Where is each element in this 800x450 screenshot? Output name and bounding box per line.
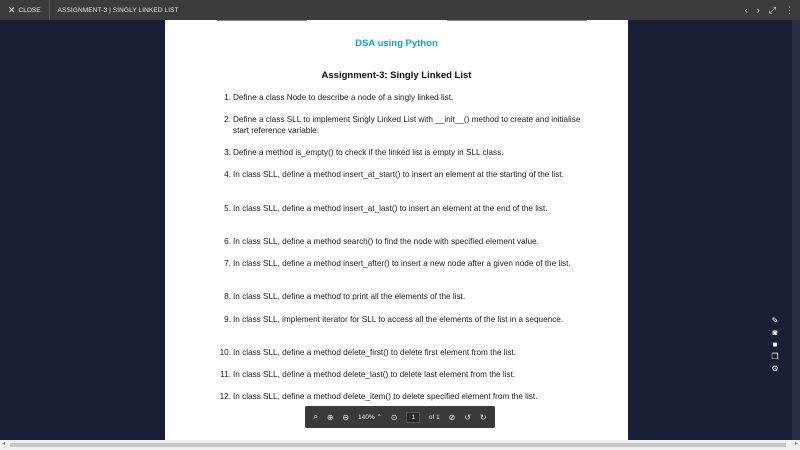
item-number: 6. xyxy=(224,237,231,246)
item-number: 12. xyxy=(219,392,231,401)
expand-icon[interactable]: ⤢ xyxy=(768,4,776,15)
video-icon[interactable]: ■ xyxy=(772,340,778,349)
scroll-left-icon[interactable]: ◂ xyxy=(2,441,6,447)
scroll-right-icon[interactable]: ▸ xyxy=(794,441,798,447)
page-number-input[interactable]: 1 xyxy=(406,412,420,423)
item-number: 2. xyxy=(224,115,231,124)
item-text: Define a method is_empty() to check if the linked list is empty in SLL class. xyxy=(233,148,504,157)
item-text: In class SLL, define a method to print all the elements of the list. xyxy=(233,292,466,301)
zoom-level-value: 140% xyxy=(358,414,375,421)
item-number: 11. xyxy=(220,370,231,379)
item-text: Define a class Node to describe a node of a singly linked list. xyxy=(233,93,454,102)
rotate-left-icon[interactable]: ↺ xyxy=(464,412,471,422)
copy-icon[interactable]: ❐ xyxy=(771,352,779,361)
item-number: 5. xyxy=(224,204,231,213)
item-number: 8. xyxy=(224,292,231,301)
item-text: In class SLL, define a method insert_at_last() to insert an element at the end of the list. xyxy=(233,204,548,213)
item-text: In class SLL, define a method insert_after() to insert a new node after a given node of the list. xyxy=(233,259,571,268)
course-title: DSA using Python xyxy=(355,38,438,49)
close-icon: ✕ xyxy=(8,4,16,15)
zoom-out-icon[interactable]: ⊖ xyxy=(342,412,350,422)
item-number: 7. xyxy=(224,259,231,268)
item-text: In class SLL, define a method search() to find the node with specified element value. xyxy=(233,237,539,246)
zoom-level-select[interactable]: 140% ⌃ xyxy=(358,414,382,421)
camera-icon[interactable]: ◙ xyxy=(772,328,778,337)
topbar-actions xyxy=(745,0,794,20)
side-toolbar xyxy=(768,316,782,373)
rotate-right-icon[interactable]: ↻ xyxy=(479,412,487,422)
chevron-right-icon[interactable]: › xyxy=(756,5,760,15)
close-button[interactable] xyxy=(0,0,50,20)
horizontal-scrollbar[interactable] xyxy=(0,440,800,450)
item-text: In class SLL, define a method delete_last() to delete last element from the list. xyxy=(233,370,516,379)
zoom-in-icon[interactable]: ⊕ xyxy=(326,412,334,422)
item-text: Define a class SLL to implement Singly Linked List with __init__() method to create and initialise start reference variable. xyxy=(233,115,581,135)
item-text: In class SLL, define a method insert_at_start() to insert an element at the starting of the list. xyxy=(233,170,564,179)
previous-content-fragment xyxy=(217,20,577,22)
next-page-icon[interactable]: ⊘ xyxy=(448,412,456,422)
search-icon[interactable]: ⌕ xyxy=(313,412,318,421)
page-total: of 1 xyxy=(428,413,440,421)
annotate-icon[interactable]: ✎ xyxy=(771,316,779,325)
item-number: 3. xyxy=(224,148,231,157)
assignment-title: Assignment-3: Singly Linked List xyxy=(321,70,472,81)
item-number: 1. xyxy=(224,93,231,102)
chevron-left-icon[interactable]: ‹ xyxy=(744,5,748,15)
document-title: ASSIGNMENT-3 | SINGLY LINKED LIST xyxy=(57,6,179,14)
item-number: 4. xyxy=(224,170,231,179)
item-text: In class SLL, define a method delete_first() to delete first element from the list. xyxy=(233,348,517,357)
item-number: 9. xyxy=(224,315,231,324)
close-label: CLOSE xyxy=(18,6,41,14)
more-icon[interactable]: ⋮ xyxy=(785,4,794,15)
pdf-page xyxy=(165,20,628,440)
pdf-toolbar xyxy=(305,406,495,428)
viewer-topbar xyxy=(0,0,800,20)
settings-icon[interactable]: ⚙ xyxy=(771,364,779,373)
item-number: 10. xyxy=(219,348,231,357)
item-text: In class SLL, define a method delete_item() to delete specified element from the list. xyxy=(233,392,538,401)
vertical-scrollbar[interactable] xyxy=(792,20,800,440)
previous-page-icon[interactable]: ⊙ xyxy=(390,412,398,422)
scroll-thumb[interactable] xyxy=(10,443,786,447)
item-text: In class SLL, implement iterator for SLL to access all the elements of the list in a sequence. xyxy=(233,315,564,324)
